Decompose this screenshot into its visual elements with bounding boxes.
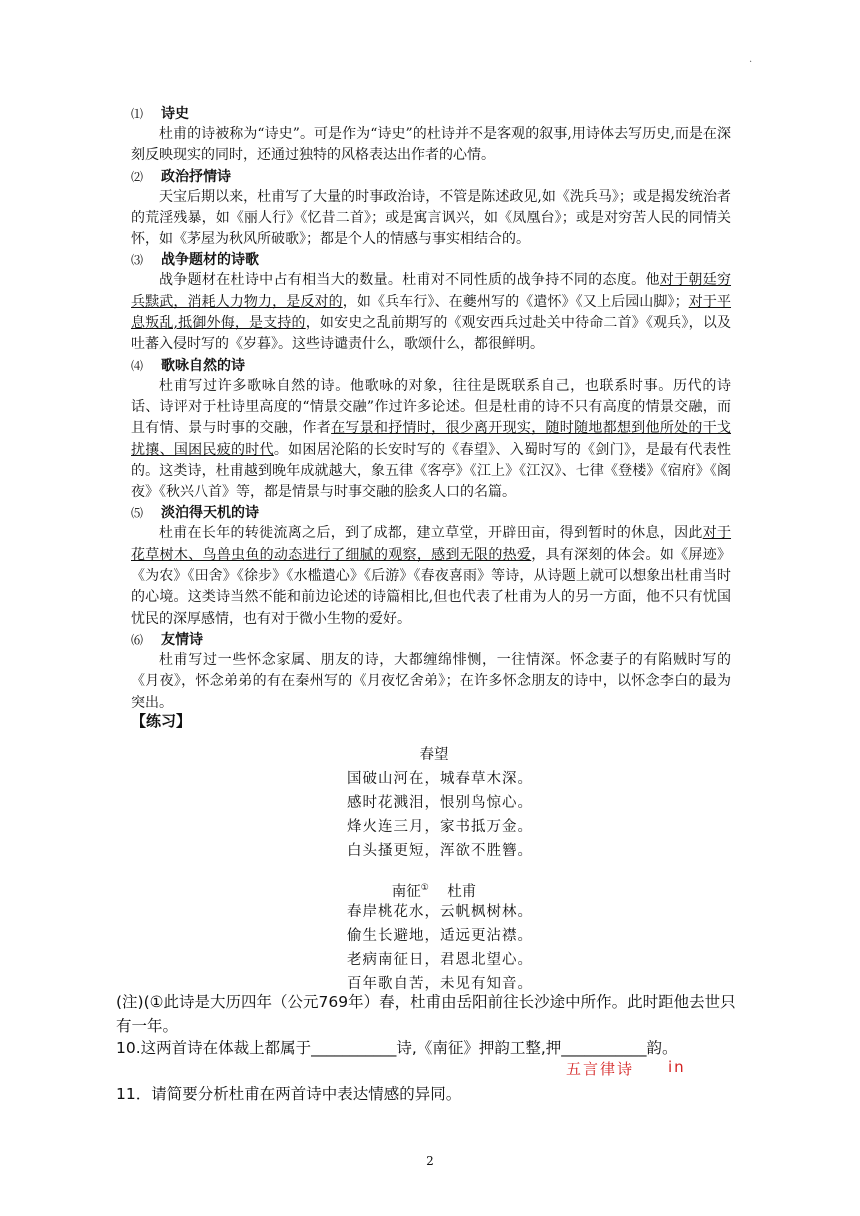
underlined-text: 对于平息叛乱,抵御外侮，是支持的 [131,293,732,332]
section-number: ⑹ [131,632,144,647]
question-10: 10.这两首诗在体裁上都属于___________诗,《南征》押韵工整,押___________韵。 [116,1039,678,1057]
underlined-text: 在写景和抒情时，很少离开现实，随时随地都想到他所处的干戈扰攘、国困民疲的时代 [131,420,732,458]
poem-title: 南征 [391,883,421,900]
paragraph-text: 战争题材在杜诗中占有相当大的数量。杜甫对不同性质的战争持不同的态度。他 [159,272,660,289]
poem-author: 杜甫 [447,883,477,900]
section-title: 政治抒情诗 [161,168,231,185]
question-11: 11．请简要分析杜甫在两首诗中表达情感的异同。 [116,1085,462,1103]
poem-nanzheng [0,876,860,996]
poem-note: (注)(①此诗是大历四年（公元769年）春，杜甫由岳阳前往长沙途中所作。此时距他去世只有一年。 [116,993,736,1035]
underlined-text: 对于花草树木、鸟兽虫鱼的动态进行了细腻的观察，感到无限的热爱 [131,525,732,563]
section-title: 战争题材的诗歌 [161,252,259,269]
poem-line: 烽火连三月，家书抵万金。 [347,819,533,835]
poem-categories [131,104,731,714]
poem-chunwang [0,743,860,863]
section-title: 友情诗 [161,631,203,648]
section [131,356,731,504]
paragraph-text: ，如安史之乱前期写的《观安西兵过赴关中待命二首》《观兵》，以及吐蕃入侵时写的《岁暮》。这些诗谴责什么，歌颂什么，都很鲜明。 [131,315,731,353]
paragraph-text: ，如《兵车行》、在夔州写的《遣怀》《又上后园山脚》； [342,293,689,310]
footnote-mark: ① [420,883,429,893]
section-paragraph [131,270,731,355]
poem-title-row [8,876,860,900]
section-heading [131,356,731,376]
section-title: 淡泊得天机的诗 [161,505,259,522]
section [131,104,731,167]
answer-rhyme: in [668,1058,686,1076]
section [131,503,731,629]
section-number: ⑸ [131,506,144,521]
section-paragraph [131,376,731,504]
section-number: ⑵ [131,169,144,184]
section [131,250,731,355]
poem-line: 百年歌自苦，未见有知音。 [347,976,533,992]
paragraph-text: 天宝后期以来，杜甫写了大量的时事政治诗，不管是陈述政见,如《洗兵马》；或是揭发统治者的荒淫残暴，如《丽人行》《忆昔二首》；或是寓言讽兴，如《凤凰台》；或是对穷苦人民的同情关怀，如《茅屋为秋风所破歌》；都是个人的情感与事实相结合的。 [131,188,731,248]
poem-title: 春望 [419,747,449,763]
section-paragraph [131,187,731,251]
section-heading [131,167,731,187]
paragraph-text: 杜甫写过一些怀念家属、朋友的诗，大都缠绵悱恻，一往情深。怀念妻子的有陷贼时写的《月夜》，怀念弟弟的有在秦州写的《月夜忆舍弟》；在许多怀念朋友的诗中，以怀念李白的最为突出。 [131,651,731,711]
exercise-heading: 【练习】 [131,712,192,730]
section-number: ⑶ [131,253,144,268]
paragraph-text: 杜甫写过许多歌咏自然的诗。他歌咏的对象，往往是既联系自己，也联系时事。历代的诗话、诗评对于杜诗里高度的“情景交融”作过许多论述。但是杜甫的诗不只有高度的情景交融，而且有情、景与时事的交融，作者 [131,377,731,437]
answer-genre: 五言律诗 [566,1060,635,1078]
poem-line: 白头搔更短，浑欲不胜簪。 [347,843,533,859]
section-paragraph [131,124,731,167]
section-heading [131,630,731,650]
poem-line: 春岸桃花水，云帆枫树林。 [347,904,533,920]
paragraph-text: 。如困居沦陷的长安时写的《春望》、入蜀时写的《剑门》，是最有代表性的。这类诗，杜甫越到晚年成就越大，象五律《客亭》《江上》《江汉》、七律《登楼》《宿府》《阁夜》《秋兴八首》等，都是情景与时事交融的脍炙人口的名篇。 [131,441,732,501]
section [131,167,731,251]
header-dot: . [749,54,753,65]
section-number: ⑴ [131,107,144,121]
paragraph-text: 杜甫的诗被称为“诗史”。可是作为“诗史”的杜诗并不是客观的叙事,用诗体去写历史,而是在深刻反映现实的同时，还通过独特的风格表达出作者的心情。 [131,126,731,164]
section [131,630,731,714]
section-heading [131,104,731,124]
section-heading [131,250,731,270]
section-title: 歌咏自然的诗 [161,357,245,374]
page-number: 2 [426,1154,434,1168]
section-title: 诗史 [161,106,189,122]
poem-line: 感时花溅泪，恨别鸟惊心。 [347,795,533,811]
section-paragraph [131,523,731,629]
underlined-text: 对于朝廷穷兵黩武，消耗人力物力，是反对的 [131,272,732,310]
section-heading [131,503,731,523]
poem-line: 偷生长避地，适远更沾襟。 [347,928,533,944]
paragraph-text: ，具有深刻的体会。如《屏迹》《为农》《田舍》《徐步》《水槛遣心》《后游》《春夜喜雨》等诗，从诗题上就可以想象出杜甫当时的心境。这类诗当然不能和前边论述的诗篇相比,但也代表了杜甫为人的另一方面，他不只有忧国忧民的深厚感情，也有对于微小生物的爱好。 [131,546,732,627]
section-paragraph [131,650,731,714]
paragraph-text: 杜甫在长年的转徙流离之后，到了成都，建立草堂，开辟田亩，得到暂时的休息，因此 [159,525,703,542]
poem-line: 国破山河在，城春草木深。 [347,771,533,787]
poem-line: 老病南征日，君恩北望心。 [347,952,533,968]
section-number: ⑷ [131,358,144,373]
